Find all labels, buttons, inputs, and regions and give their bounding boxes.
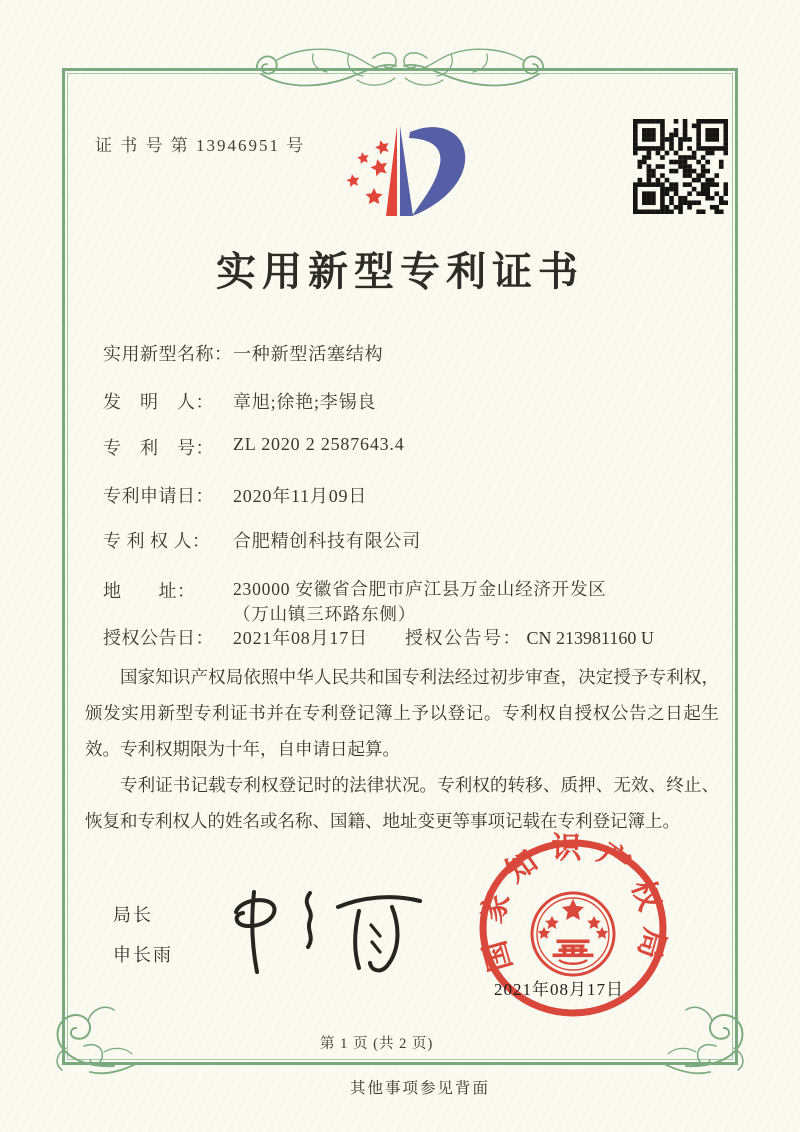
field-label: 专 利 权 人：: [103, 531, 211, 551]
top-scroll-ornament-icon: [253, 40, 547, 96]
field-value: 一种新型活塞结构: [233, 344, 384, 364]
bottom-left-flourish-icon: [44, 1002, 140, 1078]
field-value: 合肥精创科技有限公司: [233, 531, 421, 551]
field-value: CN 213981160 U: [526, 628, 654, 648]
field-label: 授权公告日：: [103, 628, 214, 648]
cnipa-logo-icon: [346, 112, 496, 232]
field-row-address: [103, 577, 643, 628]
field-row-patent-name: [103, 340, 643, 366]
certificate-title: 实用新型专利证书: [216, 249, 584, 294]
field-row-grant-number: [405, 624, 654, 650]
qr-code: [633, 119, 728, 214]
back-note: 其他事项参见背面: [350, 1080, 491, 1097]
field-label: 专利申请日：: [103, 486, 214, 506]
field-label: 实用新型名称：: [103, 344, 233, 364]
seal-date: 2021年08月17日: [494, 980, 624, 999]
field-label: 发 明 人：: [103, 392, 214, 412]
field-row-patentee: [103, 527, 643, 553]
field-row-application-date: [103, 482, 643, 508]
certificate-number: 证 书 号 第 13946951 号: [95, 136, 306, 155]
field-row-patent-number: [103, 434, 643, 460]
legal-text: [85, 660, 719, 839]
seal-ring-text: 国家知识产权局: [474, 831, 672, 975]
director-signature-icon: [222, 880, 437, 980]
page-number: 第 1 页 (共 2 页): [320, 1036, 434, 1052]
legal-paragraph-2: 专利证书记载专利权登记时的法律状况。专利权的转移、质押、无效、终止、恢复和专利权人的姓名或名称、国籍、地址变更等事项记载在专利登记簿上。: [85, 774, 719, 831]
field-label: 地 址：: [103, 581, 196, 601]
signer-name: 申长雨: [113, 945, 173, 965]
bottom-right-flourish-icon: [660, 1002, 756, 1078]
field-value: 2021年08月17日: [233, 628, 368, 648]
field-value: 章旭;徐艳;李锡良: [233, 392, 377, 412]
signer-title: 局长: [113, 905, 153, 925]
national-emblem-icon: [532, 893, 614, 975]
field-value: 230000 安徽省合肥市庐江县万金山经济开发区（万山镇三环路东侧）: [233, 579, 607, 625]
legal-paragraph-1: 国家知识产权局依照中华人民共和国专利法经过初步审查，决定授予专利权，颁发实用新型专利证书并在专利登记簿上予以登记。专利权自授权公告之日起生效。专利权期限为十年，自申请日起算。: [85, 667, 719, 759]
field-label: 专 利 号：: [103, 438, 214, 458]
field-label: 授权公告号：: [405, 628, 522, 648]
field-row-inventors: [103, 388, 643, 414]
field-value: 2020年11月09日: [233, 486, 368, 506]
field-value: ZL 2020 2 2587643.4: [233, 434, 405, 454]
